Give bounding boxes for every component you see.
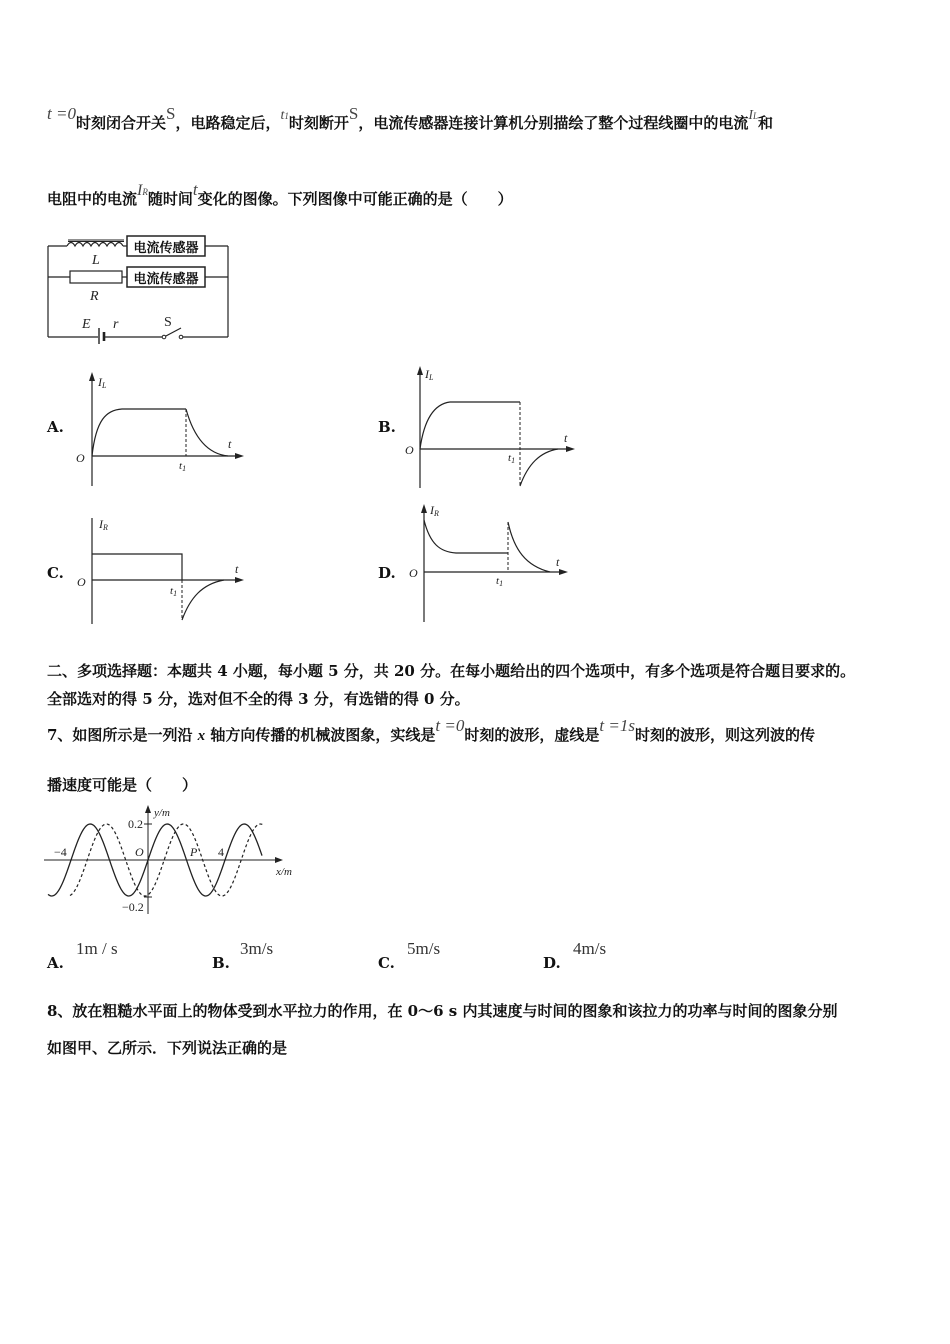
sensor-label-2: 电流传感器 — [133, 271, 199, 286]
sensor-label-1: 电流传感器 — [133, 240, 199, 255]
sub: 1 — [511, 456, 516, 465]
axis-t-label: t — [228, 437, 232, 451]
axis-t-label: t — [235, 562, 239, 576]
text: ，电路稳定后， — [175, 114, 281, 132]
origin-label: O — [76, 451, 85, 465]
var-t1 — [280, 108, 288, 123]
q6-line2 — [47, 180, 513, 209]
text: 时刻闭合开关 — [75, 114, 166, 132]
circuit-diagram — [40, 232, 240, 344]
I: I — [99, 517, 103, 531]
q7-option-a-value: 1m / s — [76, 939, 118, 958]
var-IR — [137, 182, 148, 199]
t1-label — [170, 585, 177, 598]
axis-y-label — [97, 375, 107, 390]
q7-option-b-label: B. — [212, 954, 230, 972]
text: 轴方向传播的机械波图象，实线是 — [205, 726, 436, 744]
axis-t-label: t — [564, 431, 568, 445]
text: 7、如图所示是一列沿 — [47, 726, 198, 744]
sub: R — [434, 509, 439, 518]
emf-label: E — [82, 317, 91, 332]
sub: 1 — [499, 579, 504, 588]
t1-label — [508, 452, 515, 465]
q7-option-b-value: 3m/s — [240, 939, 274, 958]
right-tick-label: 4 — [218, 845, 224, 859]
q7-option-c-label: C. — [378, 954, 395, 972]
I: I — [430, 503, 434, 517]
I: I — [425, 367, 429, 381]
origin-label: O — [409, 566, 418, 580]
t: t — [179, 460, 183, 472]
option-b-label: B. — [378, 418, 396, 436]
option-d-label: D. — [378, 564, 396, 582]
var-t0: t =0 — [47, 104, 76, 123]
section2-line2: 全部选对的得 5 分，选对但不全的得 3 分，有选错的得 0 分。 — [47, 690, 470, 708]
internal-r-label: r — [113, 317, 119, 332]
neg-amplitude-label: −0.2 — [122, 900, 144, 914]
var-t: t — [192, 180, 198, 199]
q8-line2: 如图甲、乙所示．下列说法正确的是 — [47, 1039, 288, 1057]
sub: L — [102, 381, 107, 390]
axis-y-label — [424, 367, 434, 382]
option-c-label: C. — [47, 564, 64, 582]
t1-label — [496, 575, 503, 588]
sub: 1 — [182, 464, 187, 473]
text: 时刻断开 — [288, 114, 349, 132]
text: 电阻中的电流 — [47, 190, 138, 208]
graph-a — [70, 368, 250, 490]
switch-label: S — [164, 315, 172, 330]
point-p-label: P — [190, 845, 198, 859]
y-axis-label: y/m — [154, 807, 170, 819]
axis-t-label: t — [556, 555, 560, 569]
text: 和 — [758, 114, 774, 132]
q6-line1 — [47, 104, 774, 133]
sub: 1 — [284, 111, 289, 121]
sub: R — [142, 187, 148, 197]
I: I — [98, 375, 102, 389]
origin-label: O — [135, 845, 144, 859]
graph-b — [400, 360, 580, 490]
text: 变化的图像。下列图像中可能正确的是（ ） — [197, 190, 513, 208]
sub: L — [753, 111, 759, 121]
text: 时刻的波形，则这列波的传 — [634, 726, 815, 744]
origin-label: O — [405, 443, 414, 457]
I: I — [748, 108, 754, 123]
var-x: x — [197, 728, 206, 744]
resistor-label: R — [90, 289, 99, 304]
left-tick-label: −4 — [54, 845, 67, 859]
t: t — [508, 452, 512, 464]
t: t — [170, 585, 174, 597]
wave-graph — [40, 800, 300, 918]
time-range: 0～6 s — [407, 1002, 458, 1020]
graph-d — [404, 500, 584, 625]
var-t1s: t =1s — [599, 716, 635, 735]
var-t0: t =0 — [435, 716, 465, 735]
text: 时刻的波形，虚线是 — [464, 726, 600, 744]
pos-amplitude-label: 0.2 — [128, 817, 143, 831]
q7-option-c-value: 5m/s — [407, 939, 441, 958]
q7-line2: 播速度可能是（ ） — [47, 776, 198, 794]
sub: L — [429, 373, 434, 382]
option-a-label: A. — [47, 418, 64, 436]
text: 随时间 — [147, 190, 193, 208]
q7-option-a-label: A. — [47, 954, 64, 972]
text: ，电流传感器连接计算机分别描绘了整个过程线圈中的电流 — [358, 114, 749, 132]
sub: R — [103, 523, 108, 532]
inductor-label: L — [92, 253, 100, 268]
text: 内其速度与时间的图象和该拉力的功率与时间的图象分别 — [457, 1002, 838, 1020]
I: I — [137, 182, 143, 199]
axis-y-label — [98, 517, 108, 532]
var-S: S — [165, 104, 176, 123]
origin-label: O — [77, 575, 86, 589]
axis-y-label — [429, 503, 439, 518]
q8-line1 — [47, 1000, 837, 1021]
text: 8、放在粗糙水平面上的物体受到水平拉力的作用，在 — [47, 1002, 408, 1020]
t: t — [280, 108, 285, 123]
t: t — [496, 575, 500, 587]
var-IL — [748, 108, 758, 123]
t1-label — [179, 460, 186, 473]
q7-line1 — [47, 716, 815, 745]
q7-option-d-label: D. — [543, 954, 561, 972]
sub: 1 — [173, 589, 178, 598]
section2-line1: 二、多项选择题：本题共 4 小题，每小题 5 分，共 20 分。在每小题给出的四个选项中，有多个选项是符合题目要求的。 — [47, 662, 856, 680]
var-S: S — [348, 104, 359, 123]
graph-c — [72, 512, 252, 627]
q7-option-d-value: 4m/s — [573, 939, 607, 958]
x-axis-label: x/m — [276, 866, 292, 878]
